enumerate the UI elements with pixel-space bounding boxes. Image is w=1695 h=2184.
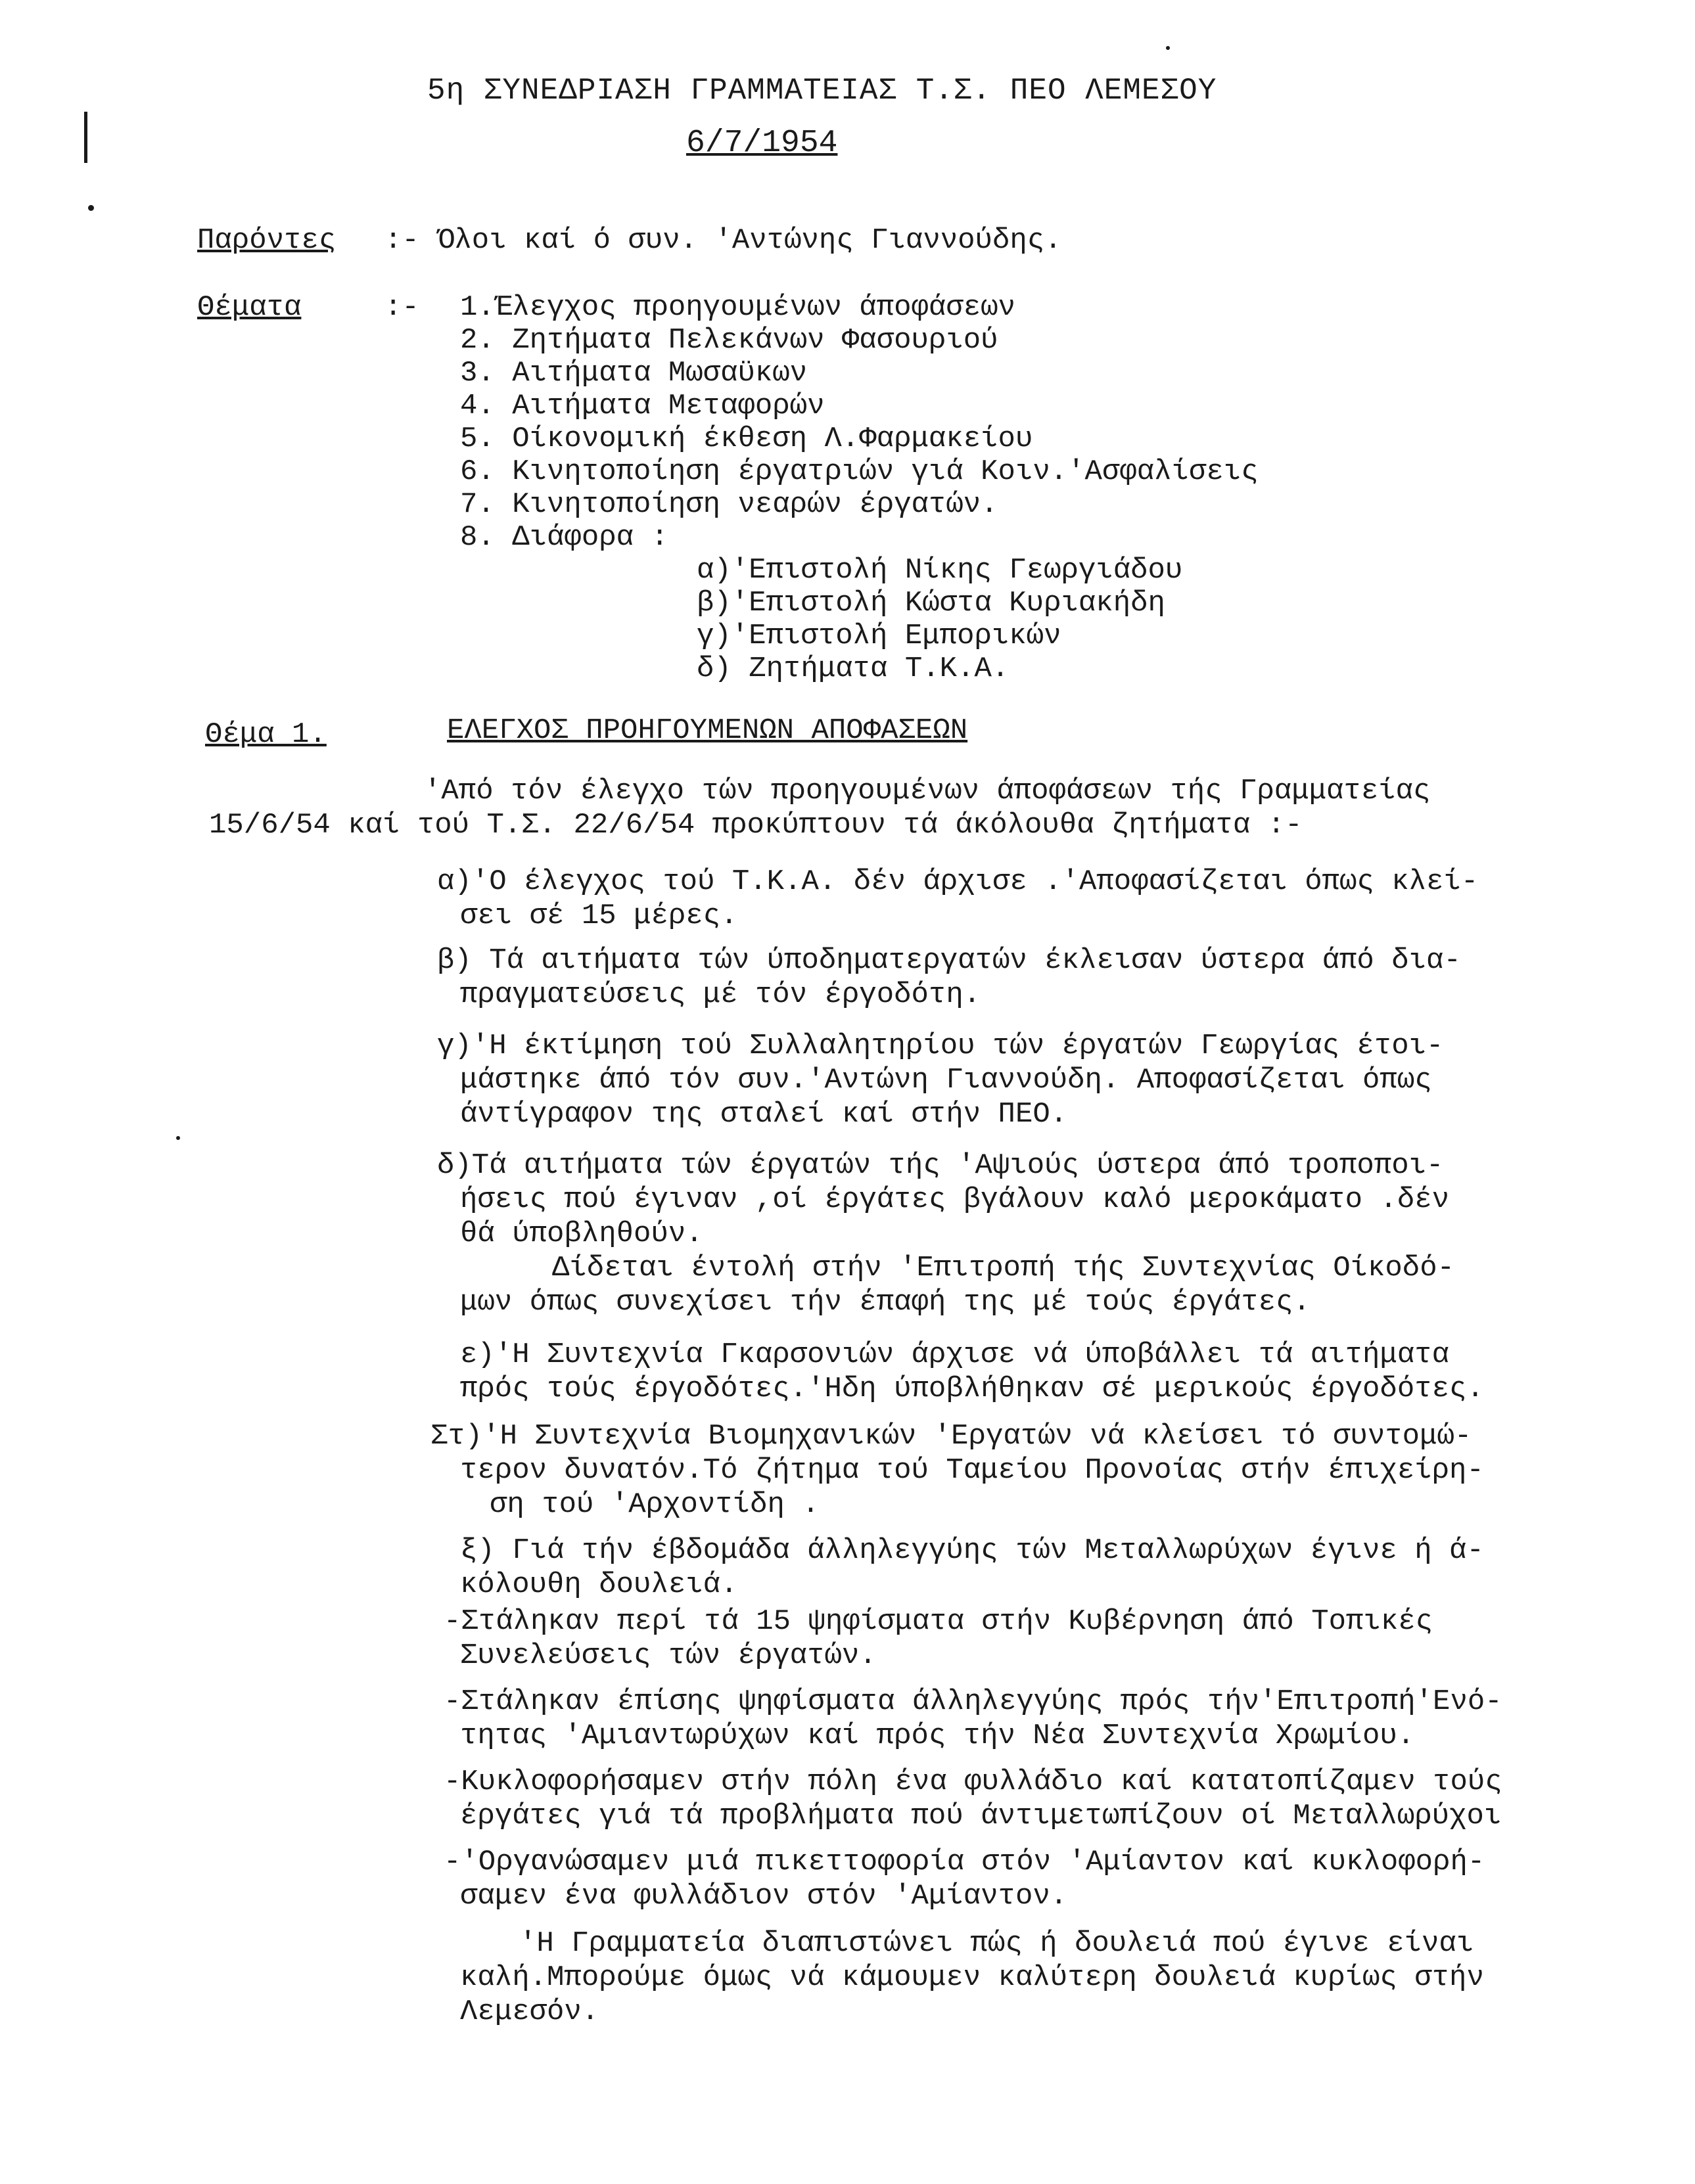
margin-dot	[176, 1136, 180, 1140]
body-line: -Στάληκαν έπίσης ψηφίσματα άλληλεγγύης πρός τήν'Επιτροπή'Ενό-	[444, 1685, 1502, 1718]
body-line: σαμεν ένα φυλλάδιον στόν 'Αμίαντον.	[460, 1880, 1068, 1913]
agenda-subitem: α)'Επιστολή Νίκης Γεωργιάδου	[697, 554, 1183, 587]
body-line: έργάτες γιά τά προβλήματα πού άντιμετωπίζουν οί Μεταλλωρύχοι	[460, 1800, 1502, 1832]
body-line: ε)'Η Συντεχνία Γκαρσονιών άρχισε νά ύποβάλλει τά αιτήματα	[460, 1338, 1450, 1371]
body-line: σει σέ 15 μέρες.	[460, 899, 738, 932]
body-line: ξ) Γιά τήν έβδομάδα άλληλεγγύης τών Μεταλλωρύχων έγινε ή ά-	[460, 1534, 1484, 1567]
agenda-item: 4. Αιτήματα Μεταφορών	[460, 390, 825, 422]
agenda-item: 8. Διάφορα :	[460, 521, 668, 554]
body-line: Λεμεσόν.	[460, 1995, 599, 2028]
margin-dot	[1166, 46, 1170, 50]
body-line: τερον δυνατόν.Τό ζήτημα τού Ταμείου Προνοίας στήν έπιχείρη-	[460, 1454, 1484, 1487]
body-line: 'Από τόν έλεγχο τών προηγουμένων άποφάσεων τής Γραμματείας	[424, 775, 1431, 808]
document-date: 6/7/1954	[686, 125, 838, 161]
present-label: Παρόντες	[197, 224, 337, 257]
body-line: 15/6/54 καί τού Τ.Σ. 22/6/54 προκύπτουν τά άκόλουθα ζητήματα :-	[209, 809, 1303, 842]
agenda-subitem: δ) Ζητήματα Τ.Κ.Α.	[697, 652, 1010, 685]
body-line: πραγματεύσεις μέ τόν έργοδότη.	[460, 978, 981, 1011]
body-line: τητας 'Αμιαντωρύχων καί πρός τήν Νέα Συντεχνία Χρωμίου.	[460, 1719, 1415, 1752]
agenda-item: 6. Κινητοποίηση έργατριών γιά Κοιν.'Ασφαλίσεις	[460, 455, 1259, 488]
agenda-item: 1.Έλεγχος προηγουμένων άποφάσεων	[460, 291, 1015, 324]
body-line: ήσεις πού έγιναν ,οί έργάτες βγάλουν καλό μεροκάματο .δέν	[460, 1183, 1450, 1216]
present-separator: :-	[384, 224, 419, 257]
body-line: Στ)'Η Συντεχνία Βιομηχανικών 'Εργατών νά κλείσει τό συντομώ-	[430, 1420, 1472, 1453]
body-line: κόλουθη δουλειά.	[460, 1568, 738, 1601]
margin-dot	[88, 205, 94, 211]
body-line: -Κυκλοφορήσαμεν στήν πόλη ένα φυλλάδιο καί κατατοπίζαμεν τούς	[444, 1765, 1502, 1798]
agenda-item: 3. Αιτήματα Μωσαϋκων	[460, 357, 808, 390]
body-line: α)'Ο έλεγχος τού Τ.Κ.Α. δέν άρχισε .'Αποφασίζεται όπως κλεί-	[437, 865, 1479, 898]
body-line: πρός τούς έργοδότες.'Ηδη ύποβλήθηκαν σέ μερικούς έργοδότες.	[460, 1373, 1484, 1405]
body-line: ση τού 'Αρχοντίδη .	[490, 1488, 820, 1521]
body-line: δ)Τά αιτήματα τών έργατών τής 'Αψιούς ύστερα άπό τροποποι-	[437, 1149, 1444, 1182]
body-line: Συνελεύσεις τών έργατών.	[460, 1639, 877, 1672]
agenda-subitem: β)'Επιστολή Κώστα Κυριακήδη	[697, 587, 1165, 620]
present-text: Όλοι καί ό συν. 'Αντώνης Γιαννούδης.	[437, 224, 1062, 257]
agenda-item: 2. Ζητήματα Πελεκάνων Φασουριού	[460, 324, 998, 357]
body-line: μάστηκε άπό τόν συν.'Αντώνη Γιαννούδη. Αποφασίζεται όπως	[460, 1064, 1432, 1097]
body-line: -Στάληκαν περί τά 15 ψηφίσματα στήν Κυβέρνηση άπό Τοπικές	[444, 1605, 1433, 1638]
agenda-item: 7. Κινητοποίηση νεαρών έργατών.	[460, 488, 998, 521]
body-line: Δίδεται έντολή στήν 'Επιτροπή τής Συντεχνίας Οίκοδό-	[552, 1252, 1455, 1285]
body-line: θά ύποβληθούν.	[460, 1217, 703, 1250]
agenda-separator: :-	[384, 291, 419, 324]
body-line: γ)'Η έκτίμηση τού Συλλαλητηρίου τών έργατών Γεωργίας έτοι-	[437, 1030, 1444, 1062]
body-line: άντίγραφον της σταλεί καί στήν ΠΕΟ.	[460, 1098, 1068, 1131]
body-line: καλή.Μπορούμε όμως νά κάμουμεν καλύτερη δουλειά κυρίως στήν	[460, 1961, 1484, 1994]
topic-label: Θέμα 1.	[205, 718, 327, 751]
agenda-item: 5. Οίκονομική έκθεση Λ.Φαρμακείου	[460, 422, 1033, 455]
agenda-label: Θέματα	[197, 291, 302, 324]
agenda-subitem: γ)'Επιστολή Εμπορικών	[697, 620, 1061, 652]
body-line: μων όπως συνεχίσει τήν έπαφή της μέ τούς έργάτες.	[460, 1286, 1311, 1319]
topic-heading: ΕΛΕΓΧΟΣ ΠΡΟΗΓΟΥΜΕΝΩΝ ΑΠΟΦΑΣΕΩΝ	[447, 714, 968, 747]
margin-mark	[84, 112, 87, 163]
body-line: 'Η Γραμματεία διαπιστώνει πώς ή δουλειά πού έγινε είναι	[519, 1927, 1474, 1960]
document-title: 5η ΣΥΝΕΔΡΙΑΣΗ ΓΡΑΜΜΑΤΕΙΑΣ Τ.Σ. ΠΕΟ ΛΕΜΕΣΟΥ	[427, 74, 1217, 108]
body-line: -'Οργανώσαμεν μιά πικεττοφορία στόν 'Αμίαντον καί κυκλοφορή-	[444, 1846, 1485, 1878]
body-line: β) Τά αιτήματα τών ύποδηματεργατών έκλεισαν ύστερα άπό δια-	[437, 944, 1461, 977]
